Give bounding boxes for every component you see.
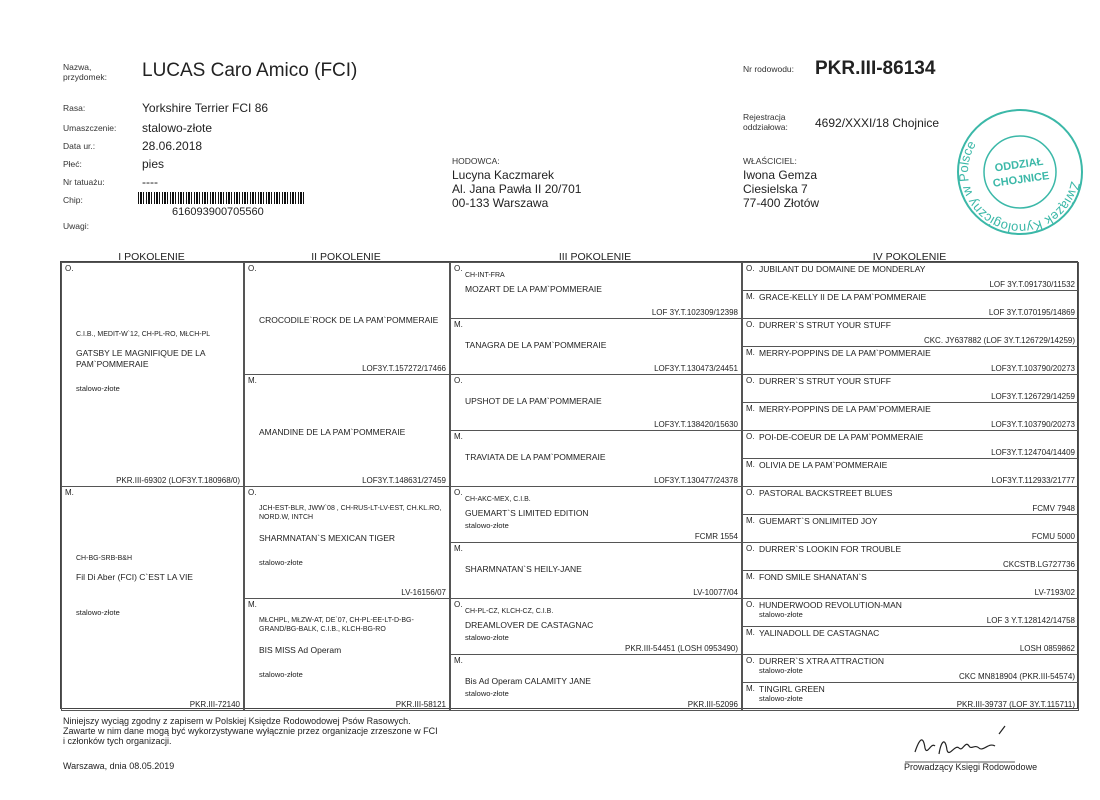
ancestor-name: PASTORAL BACKSTREET BLUES <box>759 488 893 498</box>
ancestor-registration: PKR.III-52096 <box>687 700 738 709</box>
ancestor-name: TRAVIATA DE LA PAM`POMMERAIE <box>465 452 606 463</box>
color-value: stalowo-złote <box>142 121 213 135</box>
name-label-1: Nazwa, <box>63 62 92 72</box>
ancestor-registration: PKR.III-58121 <box>395 700 446 709</box>
breed-value: Yorkshire Terrier FCI 86 <box>142 101 269 115</box>
ancestor-sex: M. <box>248 600 257 609</box>
ancestor-color: stalowo-złote <box>465 688 509 698</box>
breeder-line: Al. Jana Pawła II 20/701 <box>452 182 582 196</box>
ancestor-sex: M. <box>454 432 463 441</box>
sex-label: Płeć: <box>63 159 82 169</box>
generation-header: I POKOLENIE <box>118 251 185 263</box>
ancestor-registration: LOF3Y.T.130473/24451 <box>654 364 738 373</box>
ancestor-name: GUEMART`S ONLIMITED JOY <box>759 516 878 526</box>
pedigree-cell <box>450 374 742 431</box>
pedigree-cell <box>742 654 1079 683</box>
ancestor-color: stalowo-złote <box>759 610 803 619</box>
ancestor-sex: O. <box>248 488 257 497</box>
ancestor-name: YALINADOLL DE CASTAGNAC <box>759 628 880 638</box>
signer-title: Prowadzący Księgi Rodowodowe <box>904 762 1038 772</box>
ancestor-name: TINGIRL GREEN <box>759 684 825 694</box>
ancestor-name: UPSHOT DE LA PAM`POMMERAIE <box>465 396 602 407</box>
ancestor-color: stalowo-złote <box>259 557 303 567</box>
ancestor-color: stalowo-złote <box>759 694 803 703</box>
ancestor-registration: LOSH 0859862 <box>1019 644 1075 653</box>
ancestor-name: POI-DE-COEUR DE LA PAM`POMMERAIE <box>759 432 924 442</box>
ancestor-sex: M. <box>454 544 463 553</box>
owner-line: Ciesielska 7 <box>743 182 808 196</box>
footer-note-line: i członków tych organizacji. <box>63 736 172 746</box>
pedigree-cell <box>742 458 1079 487</box>
tattoo-value: ---- <box>142 175 158 189</box>
ancestor-sex: M. <box>746 460 755 469</box>
breed-label: Rasa: <box>63 103 86 113</box>
ancestor-sex: O. <box>746 320 755 329</box>
pedigree-cell <box>742 290 1079 319</box>
color-label: Umaszczenie: <box>63 123 117 133</box>
ancestor-color: stalowo-złote <box>465 632 509 642</box>
ancestor-name: DURRER`S LOOKIN FOR TROUBLE <box>759 544 902 554</box>
ancestor-registration: LV-7193/02 <box>1034 588 1075 597</box>
ancestor-registration: FCMR 1554 <box>694 532 738 541</box>
ancestor-registration: LOF3Y.T.130477/24378 <box>654 476 738 485</box>
chip-barcode <box>138 192 306 204</box>
pedigree-number: PKR.III-86134 <box>815 58 936 79</box>
ancestor-name: MOZART DE LA PAM`POMMERAIE <box>465 284 602 295</box>
ancestor-registration: CKC MN818904 (PKR.III-54574) <box>958 672 1075 681</box>
registration-label-1: Rejestracja <box>743 112 786 122</box>
ancestor-sex: M. <box>746 292 755 301</box>
registration-label-2: oddziałowa: <box>743 122 788 132</box>
pedigree-cell <box>742 486 1079 515</box>
pedigree-cell <box>742 262 1079 291</box>
ancestor-titles: CH-AKC-MEX, C.I.B. <box>465 495 531 503</box>
ancestor-name: DURRER`S XTRA ATTRACTION <box>759 656 884 666</box>
generation-header: IV POKOLENIE <box>872 251 947 263</box>
ancestor-registration: CKCSTB.LG727736 <box>1002 560 1075 569</box>
ancestor-titles: MŁCHPL, MŁZW-AT, DE`07, CH-PL-EE-LT-D-BG-GRAND/BG-BALK, C.I.B., KLCH-BG-RO <box>259 616 414 633</box>
ancestor-sex: O. <box>746 376 755 385</box>
pedigree-cell <box>61 486 244 711</box>
ancestor-registration: LOF3Y.T.103790/20273 <box>991 420 1075 429</box>
ancestor-registration: PKR.III-72140 <box>189 700 240 709</box>
generation-header: III POKOLENIE <box>558 251 632 263</box>
ancestor-sex: O. <box>454 264 463 273</box>
ancestor-name: OLIVIA DE LA PAM`POMMERAIE <box>759 460 888 470</box>
owner-line: Iwona Gemza <box>743 168 818 182</box>
ancestor-registration: LOF 3Y.T.070195/14869 <box>988 308 1075 317</box>
name-label-2: przydomek: <box>63 72 107 82</box>
ancestor-sex: O. <box>454 376 463 385</box>
ancestor-registration: LOF3Y.T.126729/14259 <box>991 392 1075 401</box>
ancestor-sex: M. <box>746 516 755 525</box>
ancestor-registration: LOF 3Y.T.102309/12398 <box>651 308 738 317</box>
pedigree-cell <box>742 542 1079 571</box>
pedigree-cell <box>742 514 1079 543</box>
ancestor-color: stalowo-złote <box>465 520 509 530</box>
footer-note-line: Niniejszy wyciąg zgodny z zapisem w Polskiej Księdze Rodowodowej Psów Rasowych. <box>63 716 411 726</box>
ancestor-sex: O. <box>746 488 755 497</box>
ancestor-name: MERRY-POPPINS DE LA PAM`POMMERAIE <box>759 404 931 414</box>
pedigree-cell <box>450 430 742 487</box>
breeder-label: HODOWCA: <box>452 156 500 166</box>
ancestor-registration: LV-16156/07 <box>401 588 446 597</box>
ancestor-registration: PKR.III-39737 (LOF 3Y.T.115711) <box>956 700 1075 709</box>
pedigree-cell <box>450 318 742 375</box>
ancestor-registration: FCMV 7948 <box>1032 504 1075 513</box>
owner-label: WŁAŚCICIEL: <box>743 156 797 166</box>
ancestor-name: SHARMNATAN`S MEXICAN TIGER <box>259 532 396 543</box>
ancestor-sex: O. <box>746 432 755 441</box>
ancestor-name: AMANDINE DE LA PAM`POMMERAIE <box>259 426 406 437</box>
ancestor-color: stalowo-złote <box>76 383 120 393</box>
kennel-club-stamp <box>954 106 1086 238</box>
ancestor-registration: LOF3Y.T.157272/17466 <box>362 364 446 373</box>
ancestor-sex: M. <box>746 628 755 637</box>
pedigree-cell <box>742 430 1079 459</box>
ancestor-name: TANAGRA DE LA PAM`POMMERAIE <box>465 340 607 351</box>
ancestor-registration: PKR.III-54451 (LOSH 0953490) <box>625 644 738 653</box>
ancestor-registration: LOF3Y.T.124704/14409 <box>991 448 1075 457</box>
ancestor-sex: M. <box>454 656 463 665</box>
ancestor-registration: LOF3Y.T.112933/21777 <box>991 476 1075 485</box>
ancestor-name: Bis Ad Operam CALAMITY JANE <box>465 676 591 687</box>
ancestor-sex: O. <box>746 656 755 665</box>
chip-value: 616093900705560 <box>172 206 264 218</box>
ancestor-registration: LOF3Y.T.138420/15630 <box>654 420 738 429</box>
generation-header: II POKOLENIE <box>311 251 381 263</box>
ancestor-sex: O. <box>746 264 755 273</box>
ancestor-sex: O. <box>454 488 463 497</box>
ancestor-name: BIS MISS Ad Operam <box>259 644 342 655</box>
pedigree-cell <box>450 262 742 319</box>
pedigree-cell <box>61 262 244 487</box>
ancestor-titles: CH-PL-CZ, KLCH-CZ, C.I.B. <box>465 607 554 615</box>
remarks-label: Uwagi: <box>63 221 89 231</box>
ancestor-registration: LOF3Y.T.148631/27459 <box>362 476 446 485</box>
pedigree-cell <box>742 402 1079 431</box>
ancestor-registration: LOF 3 Y.T.128142/14758 <box>986 616 1075 625</box>
pedigree-cell <box>450 598 742 655</box>
breeder-line: Lucyna Kaczmarek <box>452 168 555 182</box>
ancestor-sex: O. <box>454 600 463 609</box>
ancestor-sex: M. <box>248 376 257 385</box>
stamp-line-1: ODDZIAŁ <box>993 155 1045 175</box>
issue-date: Warszawa, dnia 08.05.2019 <box>63 761 175 771</box>
pedigree-cell <box>450 542 742 599</box>
ancestor-name: CROCODILE`ROCK DE LA PAM`POMMERAIE <box>259 314 439 325</box>
ancestor-name: FOND SMILE SHANATAN`S <box>759 572 867 582</box>
ancestor-name: HUNDERWOOD REVOLUTION-MAN <box>759 600 902 610</box>
ancestor-titles: CH-BG-SRB-B&H <box>76 555 133 563</box>
pedigree-cell <box>450 654 742 711</box>
footer-note <box>63 716 438 746</box>
ancestor-name: GRACE-KELLY II DE LA PAM`POMMERAIE <box>759 292 927 302</box>
sex-value: pies <box>142 157 165 171</box>
ancestor-sex: O. <box>746 600 755 609</box>
ancestor-name: MERRY-POPPINS DE LA PAM`POMMERAIE <box>759 348 931 358</box>
pedigree-cell <box>742 374 1079 403</box>
ancestor-color: stalowo-złote <box>76 607 120 617</box>
pedigree-cell <box>244 262 450 375</box>
pedigree-cell <box>742 346 1079 375</box>
ancestor-color: stalowo-złote <box>259 669 303 679</box>
pedigree-cell <box>742 626 1079 655</box>
pedigree-cell <box>742 570 1079 599</box>
ancestor-sex: O. <box>746 544 755 553</box>
ancestor-name: DREAMLOVER DE CASTAGNAC <box>465 620 594 631</box>
pedigree-cell <box>742 682 1079 711</box>
ancestor-registration: LOF 3Y.T.091730/11532 <box>989 280 1075 289</box>
ancestor-name: DURRER`S STRUT YOUR STUFF <box>759 320 891 330</box>
ancestor-name: SHARMNATAN`S HEILY-JANE <box>465 564 582 575</box>
ancestor-name: GATSBY LE MAGNIFIQUE DE LA PAM`POMMERAIE <box>76 348 206 370</box>
ancestor-name: Fil Di Aber (FCI) C`EST LA VIE <box>76 572 193 583</box>
dog-name: LUCAS Caro Amico (FCI) <box>142 60 358 81</box>
footer-note-line: Zawarte w nim dane mogą być wykorzystywane wyłącznie przez organizacje zrzeszone w FCI <box>63 726 438 736</box>
ancestor-name: DURRER`S STRUT YOUR STUFF <box>759 376 891 386</box>
ancestor-sex: M. <box>746 572 755 581</box>
ancestor-name: JUBILANT DU DOMAINE DE MONDERLAY <box>759 264 926 274</box>
ancestor-name: GUEMART`S LIMITED EDITION <box>465 508 589 519</box>
pedigree-cell <box>742 318 1079 347</box>
owner-line: 77-400 Złotów <box>743 196 820 210</box>
ancestor-color: stalowo-złote <box>759 666 803 675</box>
ancestor-sex: M. <box>746 348 755 357</box>
breeder-line: 00-133 Warszawa <box>452 196 549 210</box>
pedigree-cell <box>244 374 450 487</box>
ancestor-sex: M. <box>454 320 463 329</box>
stamp-ring-text: Związek Kynologiczny w Polsce <box>955 138 1083 237</box>
ancestor-sex: O. <box>248 264 257 273</box>
registration-value: 4692/XXXI/18 Chojnice <box>815 116 940 130</box>
ancestor-registration: LV-10077/04 <box>693 588 738 597</box>
ancestor-registration: FCMU 5000 <box>1031 532 1075 541</box>
birthdate-label: Data ur.: <box>63 141 96 151</box>
pedigree-cell <box>742 598 1079 627</box>
ancestor-registration: CKC. JY637882 (LOF 3Y.T.126729/14259) <box>923 336 1075 345</box>
birthdate-value: 28.06.2018 <box>142 139 203 153</box>
ancestor-titles: CH-INT-FRA <box>465 271 505 279</box>
ancestor-sex: M. <box>746 404 755 413</box>
ancestor-sex: O. <box>65 264 74 273</box>
ancestor-registration: LOF3Y.T.103790/20273 <box>991 364 1075 373</box>
pedigree-cell <box>244 486 450 599</box>
chip-label: Chip: <box>63 195 83 205</box>
pedigree-number-label: Nr rodowodu: <box>743 64 795 74</box>
pedigree-cell <box>244 598 450 711</box>
ancestor-sex: M. <box>65 488 74 497</box>
ancestor-registration: PKR.III-69302 (LOF3Y.T.180968/0) <box>116 476 240 485</box>
svg-text:Związek Kynologiczny w Polsce <box>954 137 1086 238</box>
stamp-line-2: CHOJNICE <box>992 170 1051 190</box>
ancestor-titles: JCH-EST-BLR, JWW`08 , CH-RUS-LT-LV-EST, CH.KL.RO, NORD.W, INTCH <box>259 504 442 521</box>
pedigree-cell <box>450 486 742 543</box>
ancestor-titles: C.I.B., MEDIT-W`12, CH-PL-RO, MŁCH-PL <box>76 331 211 339</box>
tattoo-label: Nr tatuażu: <box>63 177 105 187</box>
ancestor-sex: M. <box>746 684 755 693</box>
signature <box>905 722 1015 766</box>
pedigree-table <box>60 261 1078 709</box>
